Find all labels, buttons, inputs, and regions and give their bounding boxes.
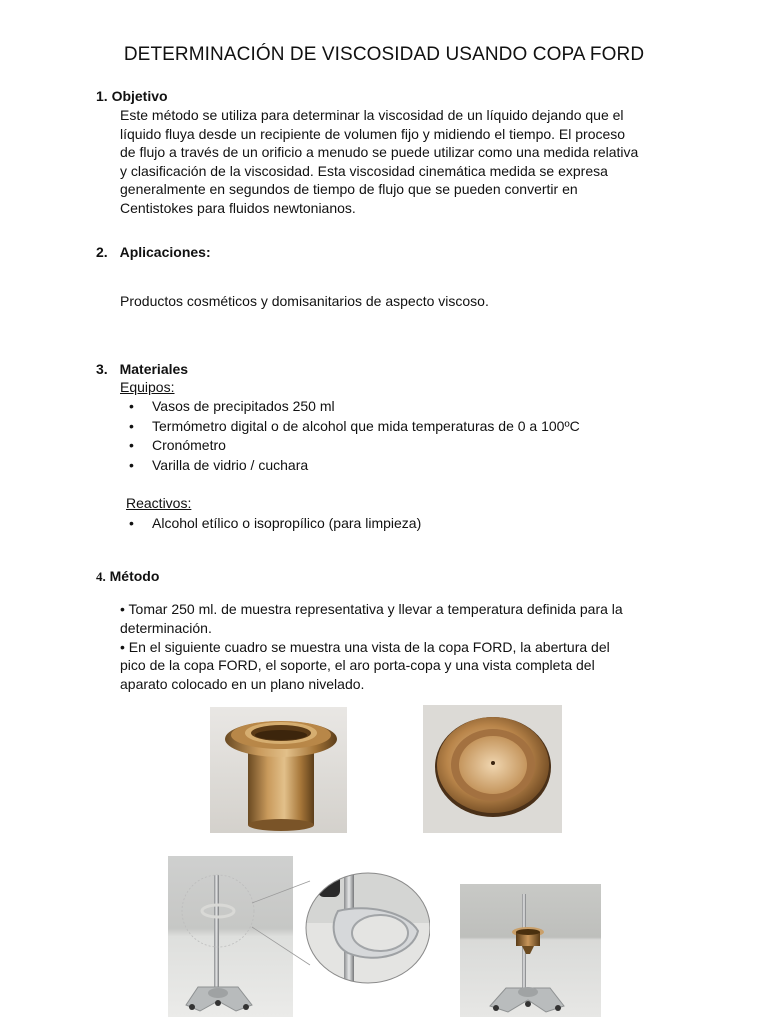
section-number: 4.: [96, 569, 106, 584]
list-item: • Varilla de vidrio / cuchara: [126, 456, 580, 476]
stand-ring-photo: [168, 853, 430, 1017]
list-item: • Alcohol etílico o isopropílico (para limpieza): [126, 514, 421, 534]
list-item: • Vasos de precipitados 250 ml: [126, 397, 580, 417]
objetivo-line: Este método se utiliza para determinar la viscosidad de un líquido dejando que el: [120, 107, 624, 123]
section-aplicaciones-heading: [96, 244, 211, 260]
objetivo-line: y clasificación de la viscosidad. Esta viscosidad cinemática medida se expresa: [120, 162, 608, 179]
document-title: DETERMINACIÓN DE VISCOSIDAD USANDO COPA FORD: [123, 44, 645, 65]
section-materiales-heading: [96, 361, 188, 377]
section-title: Método: [109, 568, 160, 584]
ford-cup-side-photo: [210, 707, 347, 833]
section-title: Materiales: [119, 361, 189, 377]
equipos-list: [126, 397, 580, 475]
list-item: • Cronómetro: [126, 436, 580, 456]
metodo-line: aparato colocado en un plano nivelado.: [120, 676, 365, 693]
section-title: Aplicaciones:: [119, 244, 211, 260]
metodo-line: pico de la copa FORD, el soporte, el aro porta-copa y una vista completa del: [120, 657, 595, 674]
apparatus-photo: [460, 884, 601, 1017]
equipos-label: Equipos:: [120, 379, 175, 395]
objetivo-line: generalmente en segundos de tiempo de flujo que se pueden convertir en: [120, 181, 578, 198]
objetivo-line: de flujo a través de un orificio a menudo se puede utilizar como una medida relativa: [120, 144, 639, 161]
section-objetivo-body: [120, 106, 638, 218]
objetivo-line: Centistokes para fluidos newtonianos.: [120, 199, 356, 216]
ford-cup-top-photo: [423, 705, 562, 833]
section-objetivo-heading: 1. Objetivo: [96, 88, 168, 104]
metodo-line: • Tomar 250 ml. de muestra representativa y llevar a temperatura definida para la: [120, 601, 623, 617]
section-number: 2.: [96, 244, 108, 260]
reactivos-list: [126, 514, 421, 534]
metodo-line: • En el siguiente cuadro se muestra una vista de la copa FORD, la abertura del: [120, 638, 610, 655]
section-metodo-heading: [96, 568, 159, 585]
metodo-line: determinación.: [120, 619, 212, 636]
reactivos-label: Reactivos:: [126, 495, 192, 511]
list-item: • Termómetro digital o de alcohol que mida temperaturas de 0 a 100ºC: [126, 417, 580, 437]
section-metodo-body: [120, 600, 623, 694]
objetivo-line: líquido fluya desde un recipiente de volumen fijo y midiendo el tiempo. El proceso: [120, 125, 626, 142]
section-number: 3.: [96, 361, 108, 377]
aplicaciones-text: Productos cosméticos y domisanitarios de aspecto viscoso.: [120, 293, 489, 309]
